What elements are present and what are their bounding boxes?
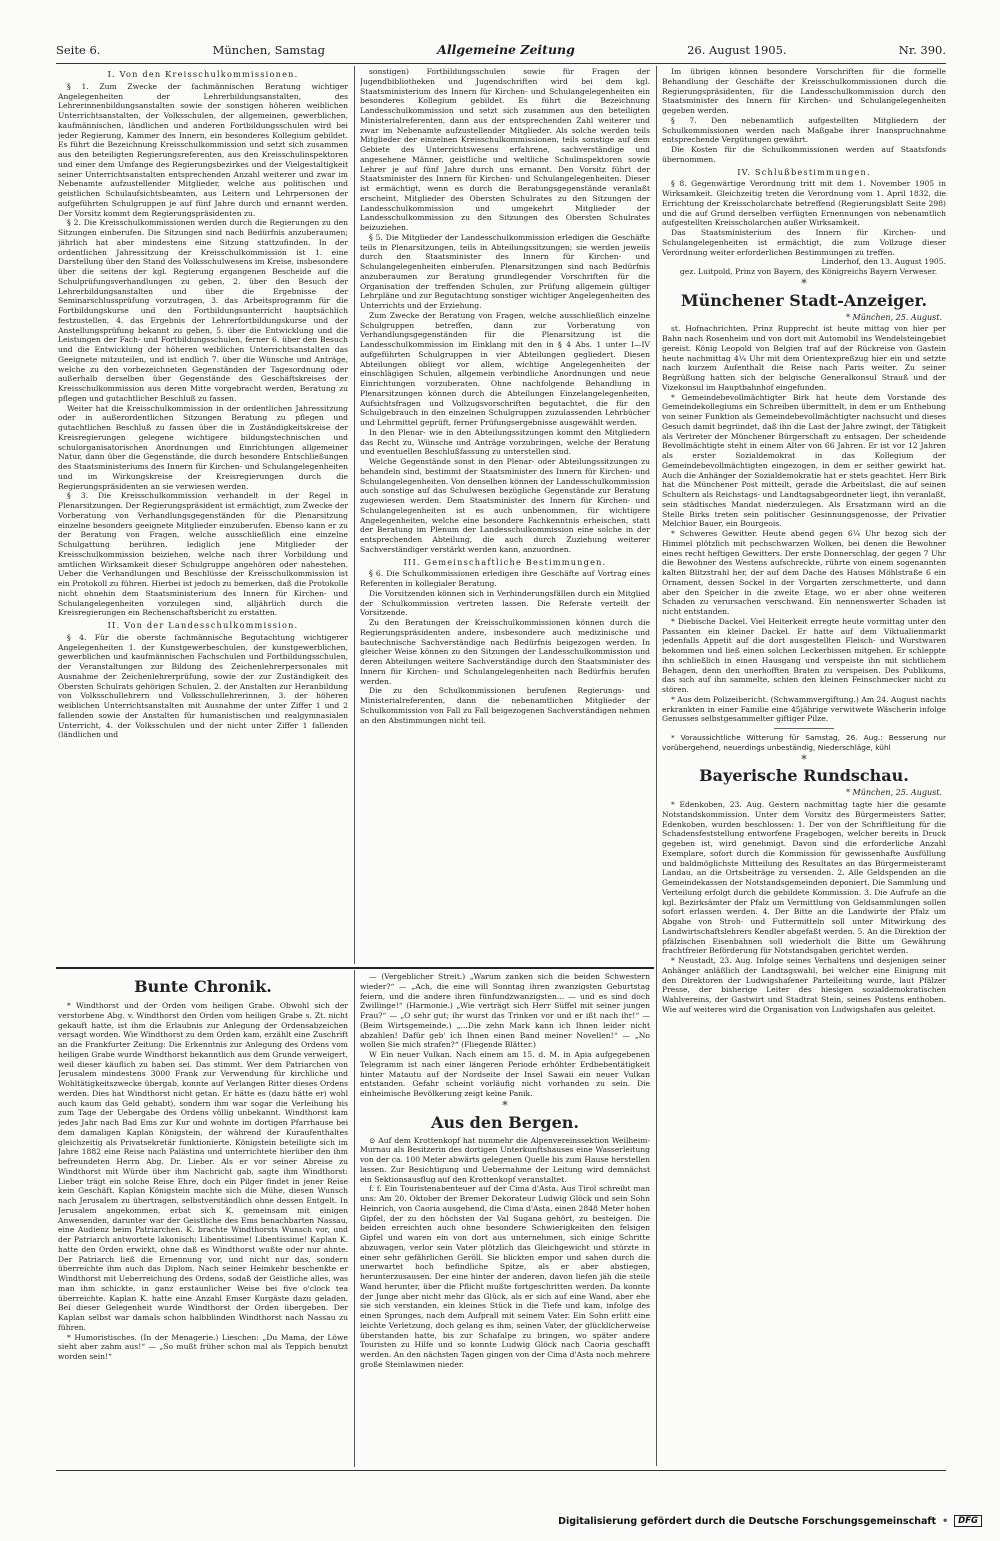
chronicle-item: — (Vergeblicher Streit.) „Warum zanken sich die beiden Schwestern wieder?“ — „Ach, die eine will Sonntag ihren zwanzigsten Geburtstag feiern, und die andere ihren fünfundzwanzigsten... — und es sind doch Zwillinge!“ (Harmonie.) „Wie verträgt sich Herr Süffel mit seiner jungen Frau?“ — „O sehr gut; ihr wurst das Trinken vor und er ißt nach ihr!“ — (Beim Wirtsgemeinde.) „...Die zehn Mark kann ich Ihnen leider nicht abzahlen! Dafür geb' ich Ihnen einen Band meiner Novellen!“ — „No wollen Sie mich strafen?“ (Fliegende Blätter.) bbox=[360, 972, 650, 1050]
column-bottom-left bbox=[58, 972, 348, 1467]
paragraph: § 3. Die Kreisschulkommission verhandelt in der Regel in Plenarsitzungen. Der Regierungspräsident ist ermächtigt, zum Zwecke der Vorberatung von Verhandlungsgegenständen für die Plenarsitzung einzelne besonders geeignete Mitglieder einzuberufen. Ebenso kann er zu der Beratung von Fragen, welche ausschließlich eine einzelne Schulgattung berühren, lediglich jene Mitglieder der Kreisschulkommission beiziehen, welche nach ihrer Vorbildung und amtlichen Wirksamkeit dieser Schulgruppe angehören oder nahestehen. Ueber die Verhandlungen und Beschlüsse der Kreisschulkommission ist ein Protokoll zu führen. Hierbei ist jedoch zu bemerken, daß die Protokolle nicht ohnehin dem Staatsministerium des Innern für Kirchen- und Schulangelegenheiten vorzulegen sind, alljährlich durch die Kreisregierungen ein Rechenschaftsbericht zu erstatten. bbox=[58, 491, 348, 618]
heading-stadt-anzeiger: Münchener Stadt-Anzeiger. bbox=[680, 290, 928, 310]
dfg-logo-icon: DFG bbox=[954, 1515, 982, 1527]
column-divider bbox=[354, 970, 355, 1467]
news-item: * Schweres Gewitter. Heute abend gegen 6¼ Uhr bezog sich der Himmel plötzlich mit pechschwarzen Wolken, bei denen die Bewohner eines recht heftigen Gewitters. Der erste Donnerschlag, der gegen 7 Uhr die Bewohner des Westens aufschreckte, rührte von einem sogenannten kalten Blitzstrahl her, der auf dem Dache des Hauses Möhlstraße 6 ein Ornament, dessen Sockel in der Vorgarten zerschmetterte, und dann aber den Speicher in die zweite Etage, wo er aber ohne weiteren Schaden zu verursachen verschwand. Ein nennenswerter Schaden ist nicht entstanden. bbox=[662, 529, 946, 616]
page-number: Seite 6. bbox=[56, 43, 101, 57]
news-item: * Gemeindebevollmächtigter Birk hat heute dem Vorstande des Gemeindekollegiums ein Schreiben übermittelt, in dem er um Enthebung von seiner Funktion als Gemeindebevollmächtigter nachsucht und dieses Gesuch damit begründet, daß ihn die Last der Jahre zwingt, der Tätigkeit als Vertreter der Münchener Bürgerschaft zu entsagen. Der scheidende Bevollmächtigte steht in einem Alter von 66 Jahren. Er ist vor 12 Jahren als erster Sozialdemokrat in das Kollegium der Gemeindebevollmächtigten eingezogen, in dem er seither gewirkt hat. Auch die Anhänger der Sozialdemokratie hat er stets geachtet. Herr Birk hat die Münchener Post mitteilt, gerade die Arbeitslast, die auf seinen Schultern als Reichstags- und Landtagsabgeordneter liegt, ihn veranlaßt, sein städtisches Mandat niederzulegen. Als Ersatzmann wird an die Stelle Birks treten sein politischer Gesinnungsgenosse, der Privatier Melchior Bauer, ein Bourgeois. bbox=[662, 392, 946, 529]
paragraph: § 1. Zum Zwecke der fachmännischen Beratung wichtiger Angelegenheiten der Lehrerbildungsanstalten, des Lehrerinnenbildungsanstalten sowie der sonstigen höheren weiblichen Unterrichtsanstalten, der Volksschulen, der allgemeinen, gewerblichen, kaufmännischen, ländlichen und anderen Fortbildungsschulen wird bei jeder Regierung, Kammer des Innern, ein besonderes Kollegium gebildet. Es führt die Bezeichnung Kreisschulkommission und setzt sich zusammen aus den beteiligten Regierungsreferenten, aus den Kreisschulinspektoren und einer dem Umfange des Regierungsbezirkes und der Vielgestaltigkeit seiner Unterrichtsanstalten entsprechenden Anzahl weiterer und zwar im Nebenamte aufzustellender Mitglieder, welche aus politischen und geistlichen Schulaufsichtsbeamten, aus Leitern und Lehrpersonen der aufgeführten Schulgruppen je auf fünf Jahre durch und ernannt werden. Der Vorsitz kommt dem Regierungspräsidenten zu. bbox=[58, 81, 348, 218]
newspaper-title: Allgemeine Zeitung bbox=[437, 42, 575, 57]
paragraph: Zu den Beratungen der Kreisschulkommissionen können durch die Regierungspräsidenten andere, insbesondere auch medizinische und bautechnische Sachverständige nach Bedürfnis beigezogen werden. In gleicher Weise können zu den Sitzungen der Landesschulkommission und deren Abteilungen weitere Sachverständige durch den Staatsminister des Innern für Kirchen- und Schulangelegenheiten nach Bedürfnis berufen werden. bbox=[360, 618, 650, 686]
paragraph: Im übrigen können besondere Vorschriften für die formelle Behandlung der Geschäfte der Kreisschulkommissionen durch die Regierungspräsidenten, für die Landesschulkommission durch den Staatsminister des Innern für Kirchen- und Schulangelegenheiten gegeben werden. bbox=[662, 67, 946, 115]
chronicle-item: W Ein neuer Vulkan. Nach einem am 15. d. M. in Apia aufgegebenen Telegramm ist nach einer längeren Periode erhöhter Erdbebentätigkeit hinter Matautu auf der Nordseite der Insel Sawaii ein neuer Vulkan entstanden. Gefahr scheint vorläufig nicht vorhanden zu sein. Die einheimische Bevölkerung zeigt keine Panik. bbox=[360, 1050, 650, 1098]
news-item: * Edenkoben, 23. Aug. Gestern nachmittag tagte hier die gesamte Notstandskommission. Unter dem Vorsitz des Bürgermeisters Satter, Edenkoben, wurden beschlossen: 1. Der von der Schriftleitung für die Schadensfeststellung entworfene Fragebogen, welcher bereits in Druck gegeben ist, wird genehmigt. Davon sind die erforderliche Anzahl Exemplare, sofort durch die Kommission für gewissenhafte Ausfüllung und baldmöglichste Mitteilung des Resultates an das Bürgermeisteramt Landau, an die Ortsbeiträge zu versenden. 2. Alle Geldspenden an die Gemeindekassen der Notstandsgemeinden deponiert. Die Sammlung und Verteilung erfolgt durch die gebildete Kommission. 3. Die Aufrufe an die kgl. Bezirksämter der Pfalz um Vermittlung von Geldsammlungen sollen sofort erlassen werden. 4. Der Bitte an die Landwirte der Pfalz um Abgabe von Stroh- und Futtermitteln soll unter Mitwirkung des Landwirtschaftslehrers Kendler abgefaßt werden. 5. An die Direktion der pfälzischen Eisenbahnen soll wiederholt die Bitte um Gewährung frachtfreier Beförderung für Notstandsgaben gerichtet werden. bbox=[662, 800, 946, 956]
news-item: * Aus dem Polizeibericht. (Schwammvergiftung.) Am 24. August nachts erkrankten in einer Familie eine 45jährige verwitwete Wäscherin infolge Genusses selbstgesammelter giftiger Pilze. bbox=[662, 694, 946, 724]
heading-bayerische-rundschau: Bayerische Rundschau. bbox=[699, 766, 909, 786]
chronicle-item: * Humoristisches. (In der Menagerie.) Lieschen: „Du Mama, der Löwe sieht aber zahm aus!“ — „So mußt früher schon mal als Teppich benutzt worden sein!“ bbox=[58, 1332, 348, 1361]
column-top-left bbox=[58, 67, 348, 965]
section-heading: IV. Schlußbestimmungen. bbox=[737, 166, 871, 177]
paragraph: Die Vorsitzenden können sich in Verhinderungsfällen durch ein Mitglied der Schulkommission vertreten lassen. Die Referate verteilt der Vorsitzende. bbox=[360, 588, 650, 618]
column-divider bbox=[656, 66, 657, 1466]
column-bottom-middle bbox=[360, 972, 650, 1467]
paragraph: § 5. Die Mitglieder der Landesschulkommission erledigen die Geschäfte teils in Plenarsitzungen, teils in Abteilungssitzungen; sie werden jeweils durch den Staatsminister des Innern für Kirchen- und Schulangelegenheiten einberufen. Plenarsitzungen sind nach Bedürfnis anzuberaumen zur Beratung grundlegender Vorschriften für die Organisation der treffenden Schulen, zur Prüfung allgemein gültiger Lehrpläne und zur Begutachtung sonstiger wichtiger Angelegenheiten des Unterrichts und der Erziehung. bbox=[360, 232, 650, 310]
signature-place-date: Linderhof, den 13. August 1905. bbox=[821, 257, 946, 267]
bottom-rule bbox=[56, 1470, 946, 1471]
paragraph: § 8. Gegenwärtige Verordnung tritt mit dem 1. November 1905 in Wirksamkeit. Gleichzeitig treten die Verordnung vom 1. April 1832, die Errichtung der Kreisscholarchate betreffend (Regierungsblatt Seite 298) und die auf Grund derselben verfügten Ernennungen von nebenamtlich aufgestellten Kreisscholarchen außer Wirksamkeit. bbox=[662, 179, 946, 228]
header-place: München, Samstag bbox=[212, 43, 325, 57]
paragraph: Die Kosten für die Schulkommissionen werden auf Staatsfonds übernommen. bbox=[662, 145, 946, 164]
paragraph: sonstigen) Fortbildungsschulen sowie für Fragen der Jugendbibliotheken und Jugendschriften wird bei dem kgl. Staatsministerium des Innern für Kirchen- und Schulangelegenheiten ein besonderes Kollegium gebildet. Es führt die Bezeichnung Landesschulkommission und setzt sich zusammen aus den beteiligten Ministerialreferenten, dann aus der entsprechenden Zahl weiterer und zwar im Nebenamte aufzustellender Mitglieder. Als solche werden teils Mitglieder der einzelnen Kreisschulkommissionen, teils sonstige auf dem Gebiete des Unterrichtswesens erfahrene, sachverständige und angesehene Männer, geistliche und weltliche Schulinspektoren sowie Lehrer je auf fünf Jahre durch uns ernannt. Den Vorsitz führt der Staatsminister des Innern für Kirchen- und Schulangelegenheiten. Dieser ist ermächtigt, wenn es durch die Beratungsgegenstände veranlaßt erscheint, Mitglieder des Obersten Schulrates zu den Sitzungen der Landesschulkommission und umgekehrt Mitglieder der Landesschulkommission zu den Sitzungen des Obersten Schulrates beizuziehen. bbox=[360, 67, 650, 232]
issue-number: Nr. 390. bbox=[898, 43, 946, 57]
digitization-footer bbox=[558, 1515, 982, 1527]
paragraph: In den Plenar- wie in den Abteilungssitzungen kommt den Mitgliedern das Recht zu, Wünsche und Anträge vorzubringen, welche der Beratung und eventuellen Beschlußfassung zu unterstellen sind. bbox=[360, 427, 650, 457]
paragraph: § 4. Für die oberste fachmännische Begutachtung wichtigerer Angelegenheiten 1. der Kunstgewerbeschulen, der kunstgewerblichen, gewerblichen und kaufmännischen Fachschulen und Fortbildungsschulen, der Veranstaltungen zur Bildung des Zeichenlehrerpersonales mit Ausnahme der Zeichenlehrerprüfung, sowie der zur Zuständigkeit des Obersten Schulrats gehörigen Schulen, 2. der Anstalten zur Heranbildung von Volksschullehrern und Volksschullehrerinnen, 3. der höheren weiblichen Unterrichtsanstalten mit Ausnahme der unter Ziffer 1 und 2 fallenden sowie der Anstalten für humanistischen und realgymnasialen Unterricht, 4. der Volksschulen und der nicht unter Ziffer 1 fallenden (ländlichen und bbox=[58, 632, 348, 740]
column-right bbox=[662, 67, 946, 1467]
heading-bunte-chronik: Bunte Chronik. bbox=[134, 977, 272, 996]
paragraph: Zum Zwecke der Beratung von Fragen, welche ausschließlich einzelne Schulgruppen betreffen, dann zur Vorberatung von Verhandlungsgegenständen für die Plenarsitzung ist die Landesschulkommission im Einklang mit den in § 4 Abs. 1 unter I—IV aufgeführten Schulgruppen in vier Abteilungen gegliedert. Diesen Abteilungen obliegt vor allem, wichtige Angelegenheiten der einschlägigen Schulen, allgemein verbindliche Anordnungen und neue Einrichtungen vorzuberaten. Ohne nachfolgende Behandlung in Plenarsitzungen können durch die Abteilungen Einzelangelegenheiten, Aufsichtsfragen und Vollzugsvorschriften begutachtet, die für den Schulgebrauch in den einzelnen Schulgruppen zuzulassenden Lehrbücher und Lehrmittel geprüft, ferner Prüfungsergebnisse ausgewählt werden. bbox=[360, 310, 650, 427]
chronicle-item: * Windthorst und der Orden vom heiligen Grabe. Obwohl sich der verstorbene Abg. v. Windthorst den Orden vom heiligen Grabe s. Zt. nicht gekauft hatte, ist ihm die Erlaubnis zur Anlegung der Ordensabzeichen versagt worden. Wie Windthorst zu dem Orden kam, erzählt eine Zuschrift an die Frankfurter Zeitung: Die Erkenntnis zur Anlegung des Ordens vom heiligen Grabe wurde Windthorst bekanntlich aus dem Grunde verweigert, weil dieser käuflich zu haben sei. Das stimmt. Wer dem Patriarchen von Jerusalem mindestens 3000 Frank zur Verwendung für kirchliche und Wohltätigkeitszwecke übergab, konnte auf Verlangen Ritter dieses Ordens werden. Dies hat Windthorst nicht getan. Er hätte es (dazu hätte er) wohl auch kaum das Geld gehabt), sondern ihm war sogar die Verleihung bis zum Tage der Uebergabe des Ordens völlig unbekannt. Windthorst kam jedes Jahr nach Bad Ems zur Kur und wohnte im dortigen Pfarrhause bei dem damaligen Kaplan Königstein, der während der Kuraufenthaltes gleichzeitig als Privatsekretär funktionierte. Königstein beteiligte sich im Jahre 1882 eine Reise nach Palästina und unterrichtete hierüber den ihm befreundeten Herrn Abg. Dr. Lieber. Als er vor seiner Abreise zu Windthorst mit Würde über ihm Nachricht gab, sagte ihm Windthorst: Lieber trägt ein solche Reise Ehre, doch ein Pilger findet in jener Reise kein Geschäft. Kaplan Königstein machte sich die Mühe, diesen Wunsch nach Jerusalem zu übertragen, selbstverständlich ohne dessen Entgelt. In Jerusalem angekommen, erbat sich K. gemeinsam mit einigen Anwesenden, darunter war der Geistliche des Ems benachbarten Nassau, eine Audienz beim Patriarchen. K. brachte Windthorsts Wunsch vor, und der Patriarch antwortete lakonisch: Libentissime! Libentissime! Kaplan K. hatte den Orden erwirkt, ohne daß es Windthorst wußte oder nur ahnte. Der Patriarch ließ die Ernennung vor, und nicht nur das, sondern überreichte ihm auch das Diplom. Nach seiner Heimkehr beschenkte er Windthorst mit Ueberreichung des Ordens, sodaß der Geistliche alles, was man ihm schickte, in ganz erstaunlicher Weise bei five o'clock tea überreichte. Kaplan K. hatte eine Anzahl Emser Kurgäste dazu geladen. Bei dieser Gelegenheit wurde Windthorst der Orden übergeben. Der Kaplan selbst war damals schon halbblinden Windthorst nach Nassau zu führen. bbox=[58, 1001, 348, 1332]
paragraph: § 6. Die Schulkommissionen erledigen ihre Geschäfte auf Vortrag eines Referenten in kollegialer Beratung. bbox=[360, 569, 650, 588]
header-rule bbox=[56, 63, 946, 64]
section-heading: III. Gemeinschaftliche Bestimmungen. bbox=[403, 556, 607, 567]
column-divider bbox=[354, 66, 355, 964]
short-rule bbox=[774, 728, 834, 729]
paragraph: Die zu den Schulkommissionen berufenen Regierungs- und Ministerialreferenten, dann die nebenamtlichen Mitglieder der Schulkommission von Fall zu Fall beigezogenen Sachverständigen nehmen an den Abstimmungen nicht teil. bbox=[360, 686, 650, 725]
dateline: * München, 25. August. bbox=[846, 788, 942, 798]
mountain-item: ⊙ Auf dem Krottenkopf hat nunmehr die Alpenvereinssektion Weilheim-Murnau als Besitzerin des dortigen Unterkunftshauses eine Wasserleitung von der ca. 100 Meter abwärts gelegenen Quelle bis zum Hause herstellen lassen. Zur Besichtigung und Uebernahme der Leitung wird demnächst ein Sektionsausflug auf den Krottenkopf veranstaltet. bbox=[360, 1135, 650, 1184]
section-heading: I. Von den Kreisschulkommissionen. bbox=[107, 69, 299, 79]
feuilleton-rule bbox=[56, 967, 654, 969]
footer-dots: • bbox=[942, 1515, 949, 1527]
paragraph: § 2. Die Kreisschulkommissionen werden durch die Regierungen zu den Sitzungen einberufen. Die Sitzungen sind nach Bedürfnis anzuberaumen; jährlich hat aber mindestens eine Sitzung stattzufinden. In der ordentlichen Jahressitzung der Kreisschulkommission ist 1. eine Darstellung über den Stand des Volksschulwesens im Kreise, insbesondere über die seitens der kgl. Regierung ergangenen Bescheide auf die Schulprüfungsverhandlungen zu geben, 2. über den Besuch der Lehrerbildungsanstalten und über die Ergebnisse der Seminarschlussprüfung vorzutragen, 3. das Arbeitsprogramm für die Fortbildungskurse und den Fortbildungsunterricht hauptsächlich festzustellen, 4. das Ergebnis der Lehrerfortbildungskurse und der Anstellungsprüfung bekannt zu geben, 5. über die Entwicklung und die Leistungen der Fach- und Fortbildungsschulen, ferner 6. über den Besuch und die Entwicklung der höheren weiblichen Unterrichtsanstalten das Geeignete mitzuteilen, und ist endlich 7. über die Wünsche und Anträge, welche zu den vorbezeichneten Gegenständen der Tagesordnung oder außerhalb derselben über Gegenstände des Geschäftskreises der Kreisschulkommission aus deren Mitte vorgebracht werden, Beratung zu pflegen und gutachtlicher Beschluß zu fassen. bbox=[58, 218, 348, 403]
news-item: * Diebische Dackel. Viel Heiterkeit erregte heute vormittag unter den Passanten ein kleiner Dackel. Er hatte auf dem Viktualienmarkt jedenfalls Appetit auf die dort ausgestellten Fleisch- und Wurstwaren bekommen und ließ einen solchen Leckerbissen mitgehen. Er schleppte ihn schließlich in einen Hausgang und verspeiste ihn mit sichtlichem Behagen, denn den unerhofften Braten zu verspeisen. Des Publikums, das sich auf ihn sammelte, schien den kleinen Feinschmecker nicht zu stören. bbox=[662, 616, 946, 694]
news-item: st. Hofnachrichten. Prinz Rupprecht ist heute mittag von hier per Bahn nach Rosenheim und von dort mit Automobil ins Wendelsteingebiet gereist. König Leopold von Belgien traf auf der Rückreise von Gastein heute nachmittag 4¼ Uhr mit dem Orientexpreßzug hier ein und setzte nach kurzem Aufenthalt die Reise nach Paris weiter. Zu seiner Begrüßung hatten sich der belgische Generalkonsul Strauß und der Vizekonsul im Hauptbahnhof eingefunden. bbox=[662, 324, 946, 392]
mountain-item: f. f. Ein Touristenabenteuer auf der Cima d'Asta. Aus Tirol schreibt man uns: Am 20. Oktober der Bremer Dekorateur Ludwig Glöck und sein Sohn Heinrich, von Caoria ausgehend, die Cima d'Asta, einen 2848 Meter hohen Gipfel, der zu den höchsten der Val Sugana gehört, zu besteigen. Die beiden erreichten auch ohne besondere Schwierigkeiten den felsigen Gipfel und waren ein von dort aus unternehmen, sich einige Schritte abzuwagen, verlor sein Vater plötzlich das Gleichgewicht und stürzte in einer sehr gefährlichen Geröll. Sie blickten empor und sahen durch die unerwartet hoch befindliche Spitze, als er aber abstiegen, herunterzusausen. Der eine hinter der anderen, davon liefen jäh die steile Wand herunter, über die Pflicht mußte fortgeschritten werden. Da konnte der Junge aber nicht mehr das Glück, als er sich auf eine Wand, aber ehe sie sich verstanden, ein kleines Stück in die Tiefe und kam, infolge des einen Sprunges, nach dem Aufprall mit seinem Vater. Ein Sohn erlitt eine leichte Verletzung, doch gelang es ihm, seinen Vater, der glücklicherweise überstanden hatte, bis zur Schafalpe zu bringen, wo später andere Touristen zu Hilfe und so konnte Ludwig Glöck nach Caoria geschafft werden. An den nächsten Tagen gingen von der Cima d'Asta noch mehrere große Steinlawinen nieder. bbox=[360, 1184, 650, 1369]
header-date: 26. August 1905. bbox=[687, 43, 787, 57]
separator-star: * bbox=[801, 276, 807, 290]
page-header bbox=[56, 42, 946, 64]
paragraph: Welche Gegenstände sonst in den Plenar- oder Abteilungssitzungen zu behandeln sind, bestimmt der Staatsminister des Innern für Kirchen- und Schulangelegenheiten. Von denselben können der Landesschulkommission auch sonstige auf das Schulwesen bezügliche Gegenstände zur Beratung zugewiesen werden. Dem Staatsminister des Innern für Kirchen- und Schulangelegenheiten ist es auch unbenommen, für wichtigere Angelegenheiten, welche eine besondere Fachkenntnis erheischen, statt der Beratung im Plenum der Landesschulkommission eine solche in der entsprechenden Abteilung, die auch durch Zuziehung weiterer Sachverständiger verstärkt werden kann, anzuordnen. bbox=[360, 457, 650, 554]
heading-aus-den-bergen: Aus den Bergen. bbox=[431, 1112, 579, 1132]
separator-star: * bbox=[801, 752, 807, 766]
column-top-middle bbox=[360, 67, 650, 965]
weather-forecast: * Voraussichtliche Witterung für Samstag, 26. Aug.: Besserung nur vorübergehend, neuerdings unbeständig, Niederschläge, kühl bbox=[662, 733, 946, 752]
paragraph: § 7. Den nebenamtlich aufgestellten Mitgliedern der Schulkommissionen werden nach Maßgabe ihrer Inanspruchnahme entsprechende Vergütungen gewährt. bbox=[662, 115, 946, 145]
footer-text: Digitalisierung gefördert durch die Deutsche Forschungsgemeinschaft bbox=[558, 1515, 937, 1527]
news-item: * Neustadt, 23. Aug. Infolge seines Verhaltens und desjenigen seiner Anhänger anläßlich der Landtagswahl, bei welcher eine Einigung mit den Direktoren der Ludwigshafener Parteileitung wurde, laut Pfälzer Presse, der bisherige Leiter des hiesigen sozialdemokratischen Wahlvereins, der Gastwirt und Stadtrat Stein, seines Postens enthoben. Wie auf weiteres wird die Organisation von Ludwigshafen aus geleitet. bbox=[662, 956, 946, 1014]
paragraph: Das Staatsministerium des Innern für Kirchen- und Schulangelegenheiten ist ermächtigt, die zum Vollzuge dieser Verordnung weiter erforderlichen Bestimmungen zu treffen. bbox=[662, 228, 946, 257]
signature: gez. Luitpold, Prinz von Bayern, des Königreichs Bayern Verweser. bbox=[679, 267, 938, 276]
dateline: * München, 25. August. bbox=[846, 312, 942, 322]
separator-star: * bbox=[502, 1098, 508, 1112]
section-heading: II. Von der Landesschulkommission. bbox=[107, 620, 299, 630]
paragraph: Weiter hat die Kreisschulkommission in der ordentlichen Jahressitzung oder in außerordentlichen Sitzungen Beratung zu pflegen und gutachtlichen Beschluß zu fassen über die in Zuständigkeitskreise der Kreisregierungen gelegene wichtigere bildungstechnischen und schulorganisatorischen Anordnungen und Einrichtungen allgemeiner Natur, dann über die Gegenstände, die durch besondere Entschließungen des Staatsministeriums des Innern für Kirchen- und Schulangelegenheiten und im Wirkungskreise der Kreisregierungen durch die Regierungspräsidenten an sie verwiesen werden. bbox=[58, 403, 348, 491]
